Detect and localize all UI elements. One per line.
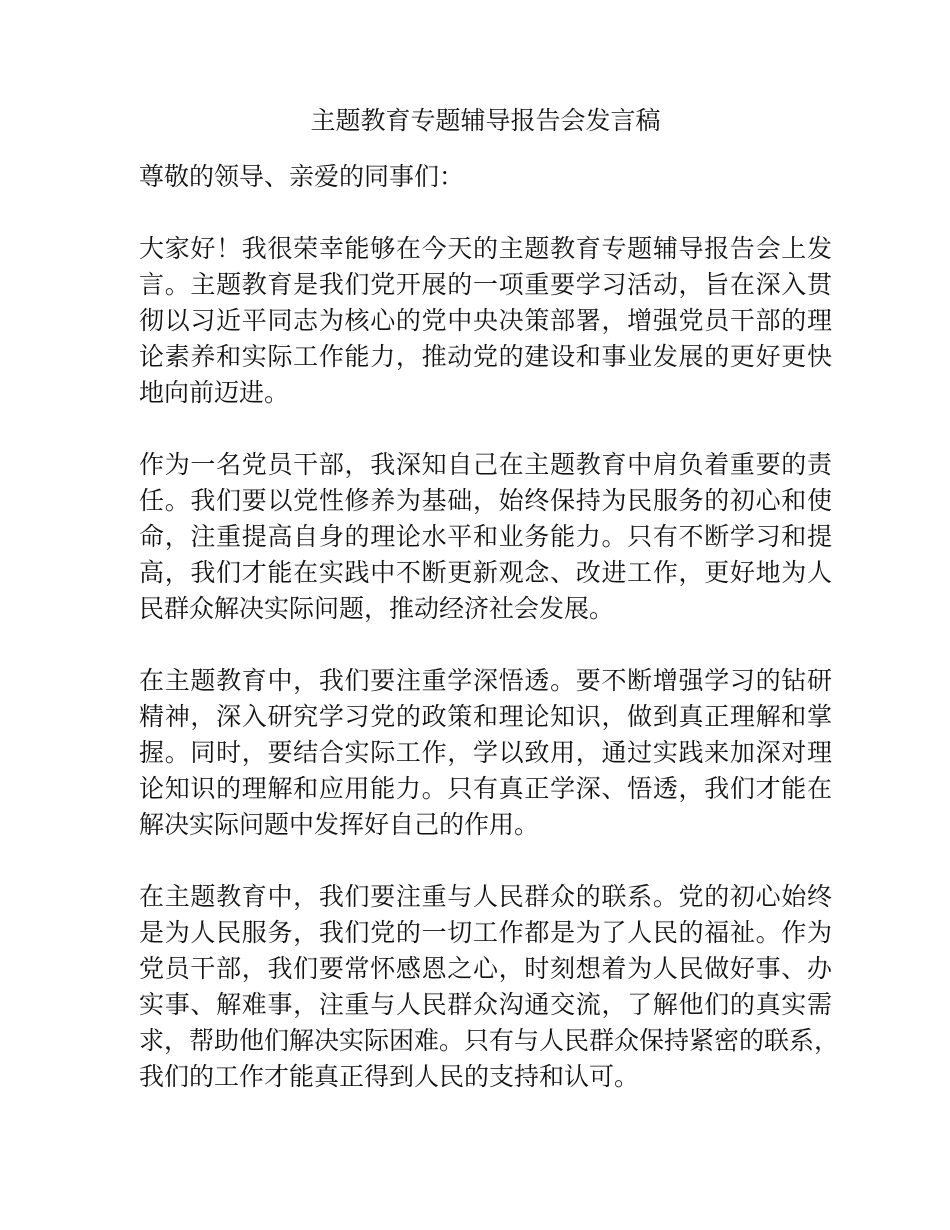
- text-line: 在主题教育中，我们要注重学深悟透。要不断增强学习的钻研: [139, 666, 832, 695]
- text-line: 言。主题教育是我们党开展的一项重要学习活动，旨在深入贯: [139, 270, 832, 299]
- text-line: 命，注重提高自身的理论水平和业务能力。只有不断学习和提: [139, 522, 832, 551]
- text-line: 任。我们要以党性修养为基础，始终保持为民服务的初心和使: [139, 486, 832, 515]
- salutation: 尊敬的领导、亲爱的同事们：: [139, 162, 465, 191]
- paragraph-1: [139, 231, 832, 411]
- text-line: 论知识的理解和应用能力。只有真正学深、悟透，我们才能在: [139, 774, 832, 803]
- paragraph-4: [139, 879, 840, 1095]
- text-line: 我们的工作才能真正得到人民的支持和认可。: [139, 1062, 640, 1091]
- text-line: 论素养和实际工作能力，推动党的建设和事业发展的更好更快: [139, 342, 832, 371]
- paragraph-3: [139, 663, 832, 843]
- text-line: 握。同时，要结合实际工作，学以致用，通过实践来加深对理: [139, 738, 832, 767]
- text-line: 在主题教育中，我们要注重与人民群众的联系。党的初心始终: [139, 882, 832, 911]
- text-line: 地向前迈进。: [139, 378, 290, 407]
- text-line: 民群众解决实际问题，推动经济社会发展。: [139, 594, 615, 623]
- text-line: 求，帮助他们解决实际困难。只有与人民群众保持紧密的联系，: [139, 1026, 840, 1055]
- text-line: 彻以习近平同志为核心的党中央决策部署，增强党员干部的理: [139, 306, 832, 335]
- text-line: 党员干部，我们要常怀感恩之心，时刻想着为人民做好事、办: [139, 954, 832, 983]
- text-line: 高，我们才能在实践中不断更新观念、改进工作，更好地为人: [139, 558, 832, 587]
- text-line: 是为人民服务，我们党的一切工作都是为了人民的福祉。作为: [139, 918, 832, 947]
- text-line: 解决实际问题中发挥好自己的作用。: [139, 810, 540, 839]
- text-line: 精神，深入研究学习党的政策和理论知识，做到真正理解和掌: [139, 702, 832, 731]
- text-line: 作为一名党员干部，我深知自己在主题教育中肩负着重要的责: [139, 450, 832, 479]
- text-line: 实事、解难事，注重与人民群众沟通交流，了解他们的真实需: [139, 990, 832, 1019]
- document-title: 主题教育专题辅导报告会发言稿: [310, 106, 661, 135]
- text-line: 大家好！我很荣幸能够在今天的主题教育专题辅导报告会上发: [139, 234, 832, 263]
- paragraph-2: [139, 447, 832, 627]
